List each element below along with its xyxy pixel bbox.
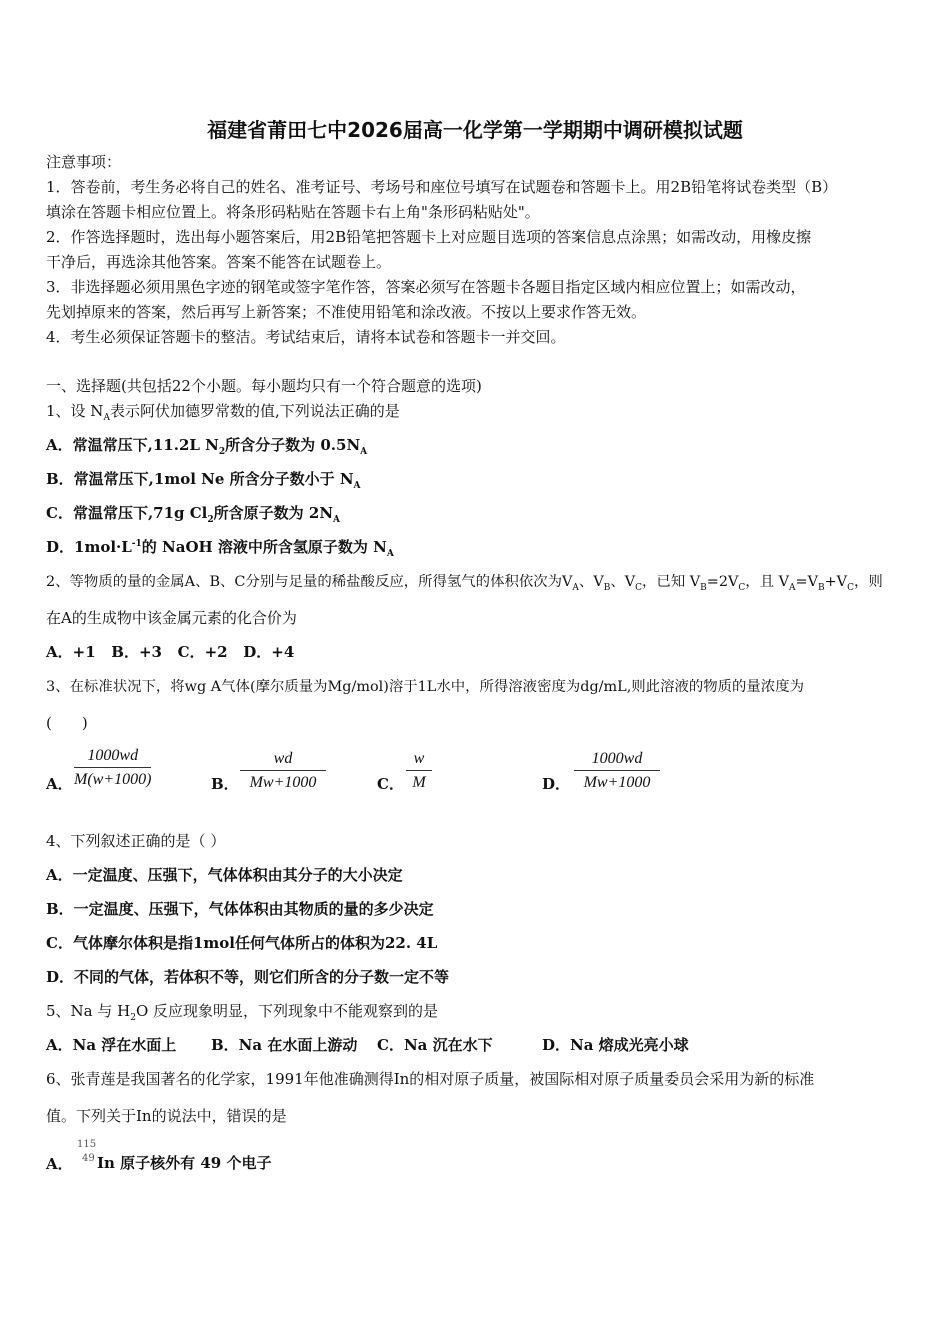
question-1-stem: 1、设 $N_A$表示阿伏加德罗常数的值,下列说法正确的是 [46, 402, 400, 423]
question-3-option-d-label: D． [542, 775, 571, 793]
question-5-stem: 5、Na 与 $H_2O$ 反应现象明显，下列现象中不能观察到的是 [46, 1002, 439, 1023]
question-5-option-b: B．Na 在水面上游动 [211, 1036, 358, 1054]
question-4-option-a: A．一定温度、压强下，气体体积由其分子的大小决定 [46, 866, 403, 884]
fraction-numerator: 1000wd [74, 745, 151, 768]
fraction-numerator: w [406, 748, 432, 771]
notice-line: 2．作答选择题时，选出每小题答案后，用2B铅笔把答题卡上对应题目选项的答案信息点涂黑；如需改动，用橡皮擦 [46, 228, 812, 246]
question-6-option-a-text: In 原子核外有 49 个电子 [97, 1154, 272, 1172]
question-1-option-d: D．$1mol\cdot L^{-1}$的 NaOH 溶液中所含氢原子数为 $N_A$ [46, 538, 394, 559]
fraction-numerator: wd [240, 748, 326, 771]
question-3-paren: ( ) [46, 714, 88, 732]
question-1-option-b: B．常温常压下,1mol Ne 所含分子数小于 $N_A$ [46, 470, 361, 491]
section-heading: 一、选择题(共包括22个小题。每小题均只有一个符合题意的选项) [46, 377, 482, 395]
question-4-option-d: D．不同的气体，若体积不等，则它们所含的分子数一定不等 [46, 968, 450, 986]
fraction-numerator: 1000wd [574, 748, 660, 771]
question-6-stem: 6、张青莲是我国著名的化学家，1991年他准确测得In的相对原子质量，被国际相对原子质量委员会采用为新的标准 [46, 1070, 815, 1088]
question-5-option-d: D．Na 熔成光亮小球 [542, 1036, 689, 1054]
notice-line: 1．答卷前，考生务必将自己的姓名、准考证号、考场号和座位号填写在试题卷和答题卡上。用2B铅笔将试卷类型（B） [46, 178, 838, 196]
question-4-option-b: B．一定温度、压强下，气体体积由其物质的量的多少决定 [46, 900, 434, 918]
fraction-denominator: Mw+1000 [583, 774, 651, 791]
question-3-option-c-label: C． [377, 775, 404, 793]
question-3-option-d-fraction [574, 748, 660, 795]
question-1-option-c: C．常温常压下,71g $Cl_2$所含原子数为 $2N_A$ [46, 504, 341, 525]
page-title: 福建省莆田七中2026届高一化学第一学期期中调研模拟试题 [207, 118, 743, 142]
notice-line: 干净后，再选涂其他答案。答案不能答在试题卷上。 [46, 253, 392, 271]
notice-line: 3．非选择题必须用黑色字迹的钢笔或签字笔作答，答案必须写在答题卡各题目指定区域内相应位置上；如需改动， [46, 278, 806, 296]
question-5-option-a: A．Na 浮在水面上 [46, 1036, 177, 1054]
notice-line: 4．考生必须保证答题卡的整洁。考试结束后，请将本试卷和答题卡一并交回。 [46, 328, 566, 346]
question-6-stem-cont: 值。下列关于In的说法中，错误的是 [46, 1107, 287, 1125]
notice-line: 先划掉原来的答案，然后再写上新答案；不准使用铅笔和涂改液。不按以上要求作答无效。 [46, 303, 647, 321]
isotope-atomic-number: 49 [82, 1153, 95, 1164]
question-2-stem: 2、等物质的量的金属A、B、C分别与足量的稀盐酸反应，所得氢气的体积依次为$V_A$、$V_B$、$V_C$，已知 $V_B=2V_C$，且 $V_A=V_B+V_C$，则 [46, 574, 883, 593]
question-3-option-c-fraction [406, 748, 432, 795]
notice-heading: 注意事项： [46, 153, 122, 171]
question-4-stem: 4、下列叙述正确的是（ ） [46, 832, 226, 850]
question-3-option-b-label: B． [211, 775, 239, 793]
question-3-option-b-fraction [240, 748, 326, 795]
question-6-option-a-label: A． [46, 1155, 73, 1173]
question-5-option-c: C．Na 沉在水下 [377, 1036, 493, 1054]
question-3-option-a-fraction [74, 745, 151, 792]
question-3-option-a-label: A． [46, 775, 73, 793]
isotope-mass-number: 115 [77, 1139, 97, 1150]
fraction-denominator: M [412, 774, 426, 791]
question-1-option-a: A．常温常压下,11.2L $N_2$所含分子数为 $0.5N_A$ [46, 436, 368, 457]
fraction-denominator: Mw+1000 [249, 774, 317, 791]
notice-line: 填涂在答题卡相应位置上。将条形码粘贴在答题卡右上角"条形码粘贴处"。 [46, 203, 540, 221]
question-4-option-c: C．气体摩尔体积是指1mol任何气体所占的体积为22. 4L [46, 934, 438, 952]
fraction-denominator: M(w+1000) [74, 771, 152, 788]
question-3-stem: 3、在标准状况下，将wg A气体(摩尔质量为Mg/mol)溶于1L水中，所得溶液密度为dg/mL,则此溶液的物质的量浓度为 [46, 679, 804, 695]
question-2-options: A．+1 B．+3 C．+2 D．+4 [46, 643, 295, 661]
question-2-stem-cont: 在A的生成物中该金属元素的化合价为 [46, 609, 297, 627]
